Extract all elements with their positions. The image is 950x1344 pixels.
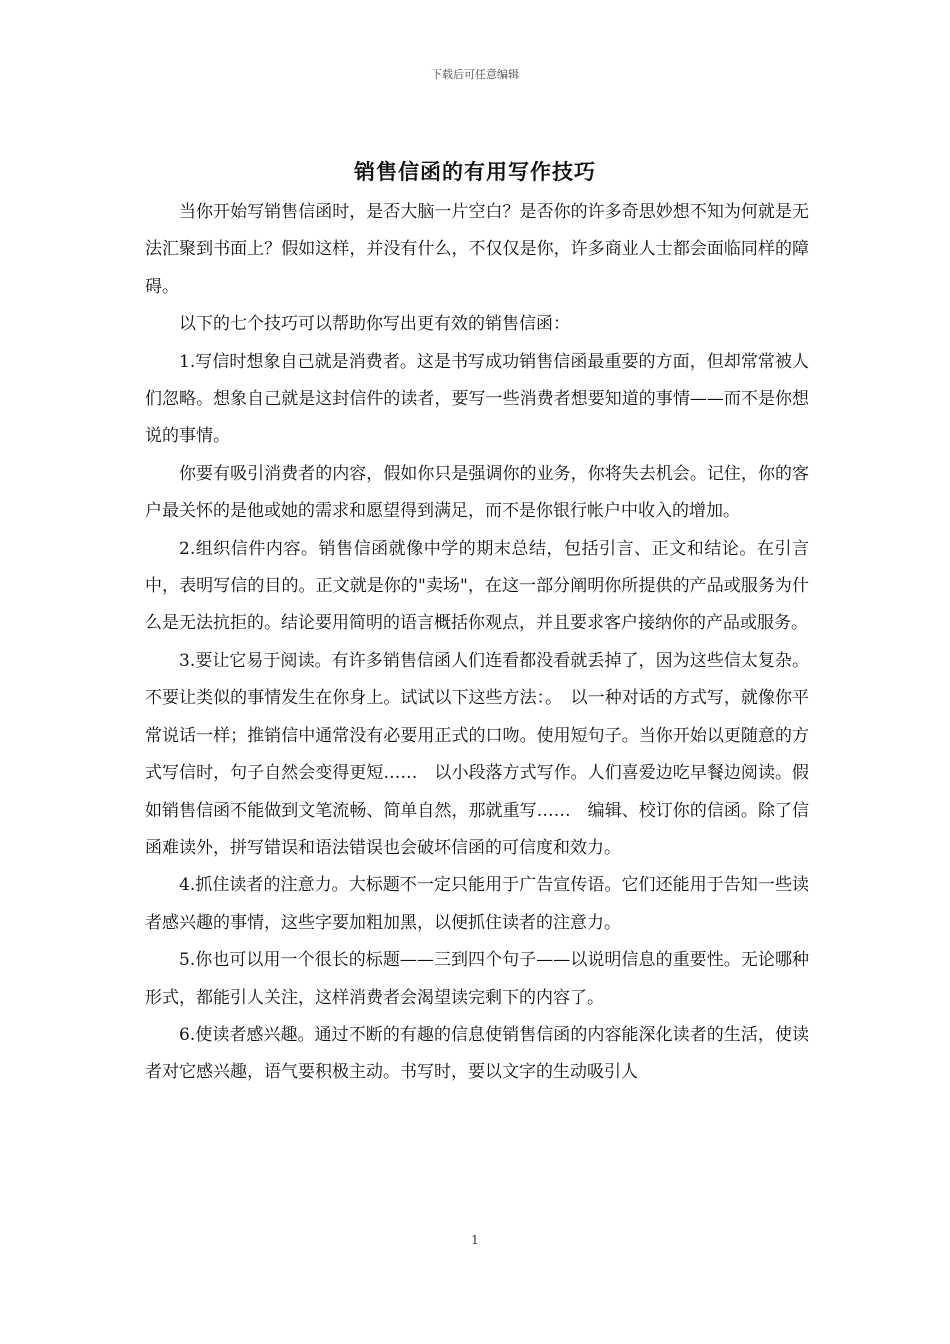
paragraph-intro: 当你开始写销售信函时，是否大脑一片空白？是否你的许多奇思妙想不知为何就是无法汇聚到书面上？假如这样，并没有什么，不仅仅是你，许多商业人士都会面临同样的障碍。	[145, 202, 809, 297]
paragraph-tip-4: 4.抓住读者的注意力。大标题不一定只能用于广告宣传语。它们还能用于告知一些读者感兴趣的事情，这些字要加粗加黑，以便抓住读者的注意力。	[145, 875, 809, 933]
page-number: 1	[471, 1233, 479, 1247]
paragraph-tip-5: 5.你也可以用一个很长的标题——三到四个句子——以说明信息的重要性。无论哪种形式，都能引人关注，这样消费者会渴望读完剩下的内容了。	[145, 950, 809, 1008]
page-header: 下载后可任意编辑	[431, 68, 519, 81]
paragraph-tip-2: 2.组织信件内容。销售信函就像中学的期末总结，包括引言、正文和结论。在引言中，表明写信的目的。正文就是你的"卖场"，在这一部分阐明你所提供的产品或服务为什么是无法抗拒的。结论要用简明的语言概括你观点，并且要求客户接纳你的产品或服务。	[145, 538, 809, 634]
paragraph-tip-6: 6.使读者感兴趣。通过不断的有趣的信息使销售信函的内容能深化读者的生活，使读者对它感兴趣，语气要积极主动。书写时，要以文字的生动吸引人	[145, 1024, 809, 1083]
paragraph-tip-1-detail: 你要有吸引消费者的内容，假如你只是强调你的业务，你将失去机会。记住，你的客户最关怀的是他或她的需求和愿望得到满足，而不是你银行帐户中收入的增加。	[145, 463, 809, 522]
document-title: 销售信函的有用写作技巧	[354, 159, 596, 184]
paragraph-tip-1: 1.写信时想象自己就是消费者。这是书写成功销售信函最重要的方面，但却常常被人们忽略。想象自己就是这封信件的读者，要写一些消费者想要知道的事情——而不是你想说的事情。	[145, 351, 809, 447]
paragraph-tip-3: 3.要让它易于阅读。有许多销售信函人们连看都没看就丢掉了，因为这些信太复杂。不要让类似的事情发生在你身上。试试以下这些方法：。 以一种对话的方式写，就像你平常说话一样；推销信中通常没有必要用正式的口吻。使用短句子。当你开始以更随意的方式写信时，句子自然会变得更短…… 以小段落方式写作。人们喜爱边吃早餐边阅读。假如销售信函不能做到文笔流畅、简单自然，那就重写…… 编辑、校订你的信函。除了信函难读外，拼写错误和语法错误也会破坏信函的可信度和效力。	[145, 650, 809, 858]
paragraph-lead-in: 以下的七个技巧可以帮助你写出更有效的销售信函：	[179, 314, 570, 335]
document-body	[145, 194, 809, 1092]
